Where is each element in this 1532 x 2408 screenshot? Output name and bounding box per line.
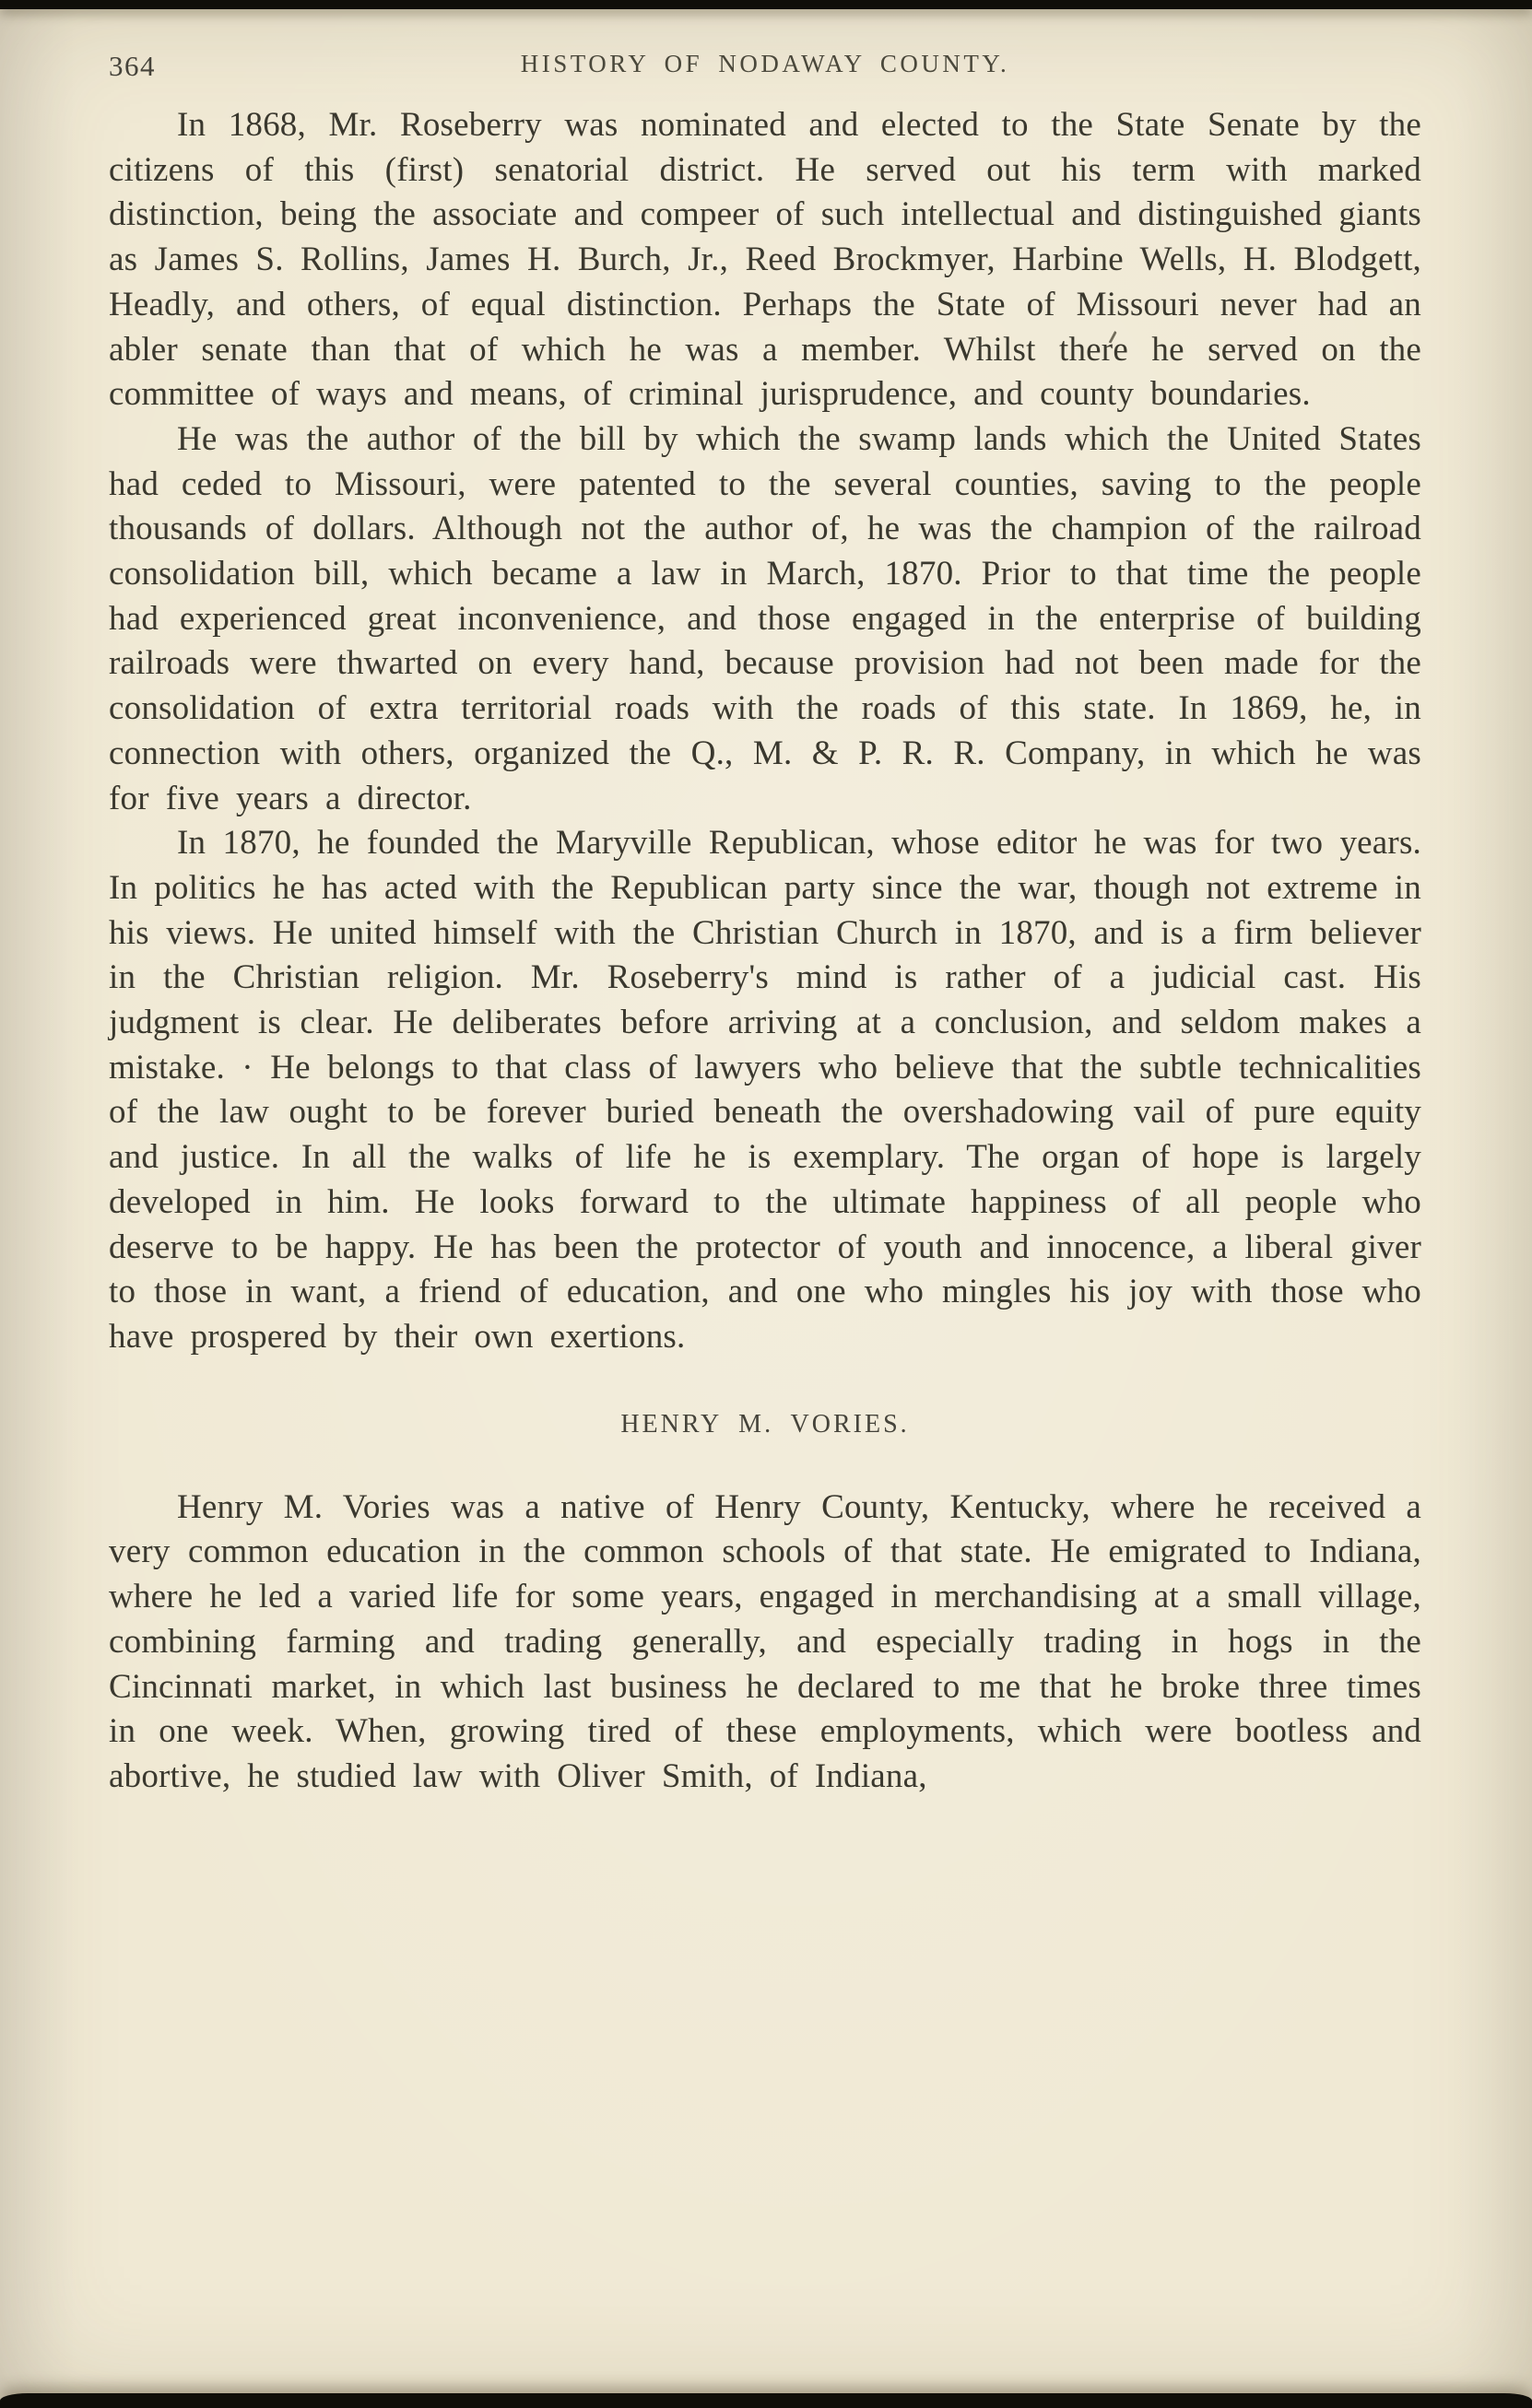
running-header: HISTORY OF NODAWAY COUNTY. <box>520 50 1010 77</box>
page-head <box>109 46 1421 83</box>
paragraph-roseberry-character: In 1870, he founded the Maryville Republican, whose editor he was for two years. In politics he has acted with the Republican party since the war, though not extreme in his views. He united himself with the Christian Church in 1870, and is a firm believer in the Christian religion. Mr. Roseberry's mind is rather of a judicial cast. His judgment is clear. He deliberates before arriving at a conclusion, and seldom makes a mistake. · He belongs to that class of lawyers who believe that the subtle technicalities of the law ought to be forever buried beneath the overshadowing vail of pure equity and justice. In all the walks of life he is exemplary. The organ of hope is largely developed in him. He looks forward to the ultimate happiness of all people who deserve to be happy. He has been the protector of youth and innocence, a liberal giver to those in want, a friend of education, and one who mingles his joy with those who have prospered by their own exertions. <box>109 824 1421 1356</box>
paragraph-roseberry-bills: He was the author of the bill by which the swamp lands which the United States had ceded to Missouri, were patented to the several counties, saving to the people thousands of dollars. Although not the author of, he was the champion of the railroad consolidation bill, which became a law in March, 1870. Prior to that time the people had experienced great inconvenience, and those engaged in the enterprise of building railroads were thwarted on every hand, because provision had not been made for the consolidation of extra territorial roads with the roads of this state. In 1869, he, in connection with others, organized the Q., M. & P. R. R. Company, in which he was for five years a director. <box>109 419 1421 817</box>
page-content <box>109 46 1421 1800</box>
scan-edge-top <box>0 0 1532 9</box>
scan-edge-bottom <box>0 2393 1532 2408</box>
paragraph-vories-biography: Henry M. Vories was a native of Henry County, Kentucky, where he received a very common education in the common schools of that state. He emigrated to Indiana, where he led a varied life for some years, engaged in merchandising at a small village, combining farming and trading generally, and especially trading in hogs in the Cincinnati market, in which last business he declared to me that he broke three times in one week. When, growing tired of these employments, which were bootless and abortive, he studied law with Oliver Smith, of Indiana, <box>109 1487 1421 1795</box>
page-number: 364 <box>109 50 156 82</box>
paragraph-roseberry-senate: In 1868, Mr. Roseberry was nominated and elected to the State Senate by the citizens of this (first) senatorial district. He served out his term with marked distinction, being the associate and compeer of such intellectual and distinguished giants as James S. Rollins, James H. Burch, Jr., Reed Brockmyer, Harbine Wells, H. Blodgett, Headly, and others, of equal distinction. Perhaps the State of Missouri never had an abler senate than that of which he was a member. Whilst there he served on the committee of ways and means, of criminal jurisprudence, and county boundaries. <box>109 106 1421 414</box>
body-text <box>109 103 1421 1800</box>
section-heading-henry-m-vories: HENRY M. VORIES. <box>620 1409 910 1439</box>
